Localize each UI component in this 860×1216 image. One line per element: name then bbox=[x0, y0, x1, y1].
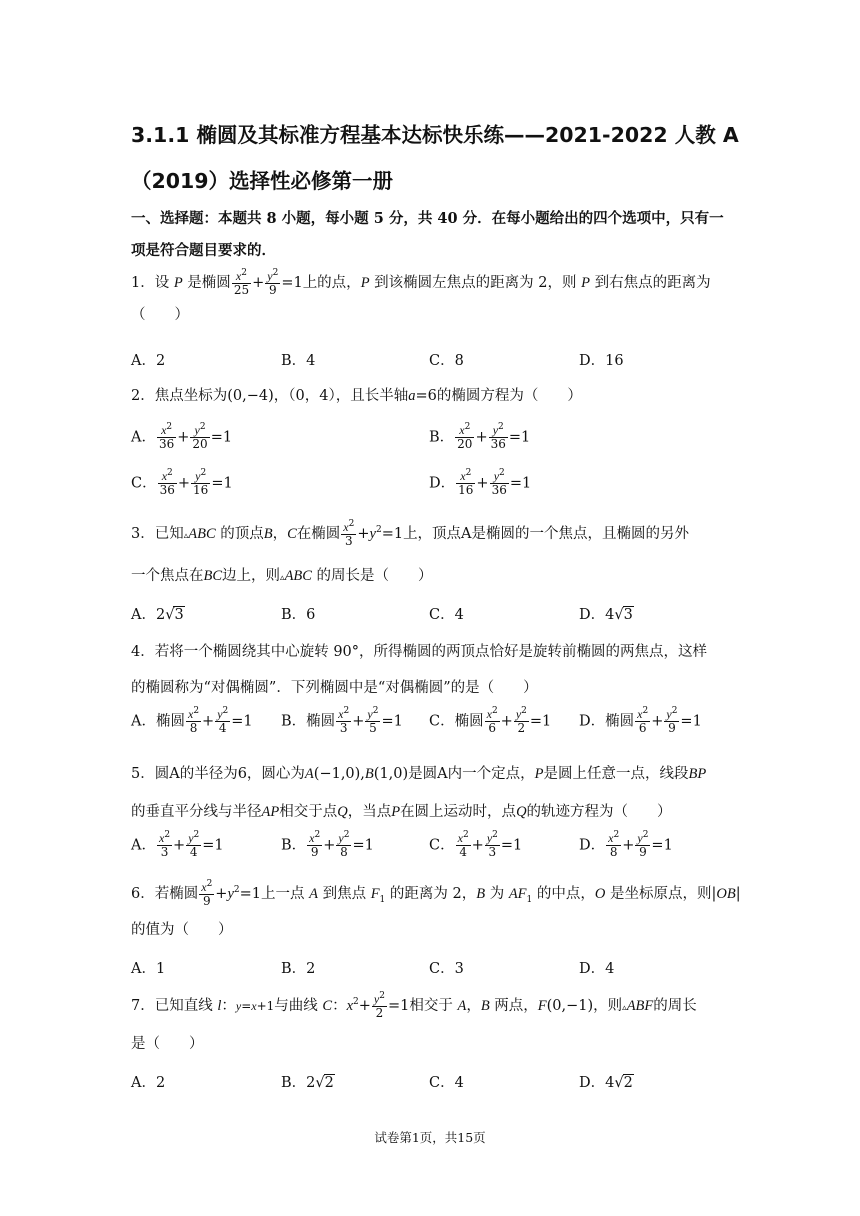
q6-option-d: D．4 bbox=[579, 961, 615, 977]
q3-line-2: 一个焦点在BC边上，则▵ABC 的周长是（ ） bbox=[131, 568, 433, 584]
q7-line-1: 7．已知直线 l：y=x+1与曲线 C：$x^2+$ $\frac{y^2}{2}$ =1相交于 A，B 两点，F(0,−1)，则▵ABF的周长 bbox=[131, 990, 697, 1020]
title-line-2: （2019）选择性必修第一册 bbox=[131, 169, 394, 193]
q4-option-a: A．椭圆 $\frac{x^2}{8}$ + $\frac{y^2}{4}$ =1 bbox=[131, 706, 253, 735]
question-5 bbox=[131, 758, 737, 828]
question-7 bbox=[131, 990, 737, 1060]
q4-option-c: C．椭圆 $\frac{x^2}{6}$ + $\frac{y^2}{2}$ =1 bbox=[429, 706, 552, 735]
q4-option-d: D．椭圆 $\frac{x^2}{6}$ + $\frac{y^2}{9}$ =1 bbox=[579, 706, 702, 735]
q1-option-a: A．2 bbox=[131, 353, 166, 369]
section-line-2: 项是符合题目要求的． bbox=[131, 242, 276, 259]
q3-option-d: D．4√3 bbox=[579, 607, 633, 623]
question-3 bbox=[131, 518, 737, 592]
q6-line-1: 6．若椭圆 $\frac{x^2}{9}$ $+y^2=1$上一点 A 到焦点 $F_1$ 的距离为 2，B 为 $AF_1$ 的中点，O 是坐标原点，则|OB| bbox=[131, 878, 741, 908]
q7-option-a: A．2 bbox=[131, 1075, 166, 1091]
q7-option-b: B．2√2 bbox=[281, 1075, 334, 1091]
q1-option-b: B．4 bbox=[281, 353, 316, 369]
q3-option-c: C．4 bbox=[429, 607, 464, 623]
q6-option-a: A．1 bbox=[131, 961, 166, 977]
q3-option-b: B．6 bbox=[281, 607, 316, 623]
q5-option-c: C． $\frac{x^2}{4}$ + $\frac{y^2}{3}$ =1 bbox=[429, 830, 523, 859]
section-heading bbox=[131, 203, 737, 267]
q7-option-c: C．4 bbox=[429, 1075, 464, 1091]
q4-line-1: 4．若将一个椭圆绕其中心旋转 90°，所得椭圆的两顶点恰好是旋转前椭圆的两焦点，这样 bbox=[131, 644, 708, 660]
q2-option-b: B． $\frac{x^2}{20}$ + $\frac{y^2}{36}$ =1 bbox=[429, 422, 531, 451]
q2-stem: 2．焦点坐标为(0,−4)，（0，4），且长半轴a=6的椭圆方程为（ ） bbox=[131, 388, 582, 404]
title-line-1: 3.1.1 椭圆及其标准方程基本达标快乐练——2021-2022 人教 A bbox=[131, 123, 739, 147]
q6-option-b: B．2 bbox=[281, 961, 316, 977]
q4-line-2: 的椭圆称为“对偶椭圆”．下列椭圆中是“对偶椭圆”的是（ ） bbox=[131, 680, 538, 696]
q2-option-a: A． $\frac{x^2}{36}$ + $\frac{y^2}{20}$ =1 bbox=[131, 422, 233, 451]
q1-bracket: （ ） bbox=[131, 307, 189, 323]
q2-option-c: C． $\frac{x^2}{36}$ + $\frac{y^2}{16}$ =1 bbox=[131, 468, 233, 497]
q3-line-1: 3．已知▵ABC 的顶点B，C在椭圆 $\frac{x^2}{3}$ $+y^2=1$上，顶点A是椭圆的一个焦点，且椭圆的另外 bbox=[131, 518, 690, 548]
q5-option-a: A． $\frac{x^2}{3}$ + $\frac{y^2}{4}$ =1 bbox=[131, 830, 224, 859]
q5-option-d: D． $\frac{x^2}{8}$ + $\frac{y^2}{9}$ =1 bbox=[579, 830, 673, 859]
q2-option-d: D． $\frac{x^2}{16}$ + $\frac{y^2}{36}$ =1 bbox=[429, 468, 532, 497]
q6-line-2: 的值为（ ） bbox=[131, 922, 233, 938]
q1-option-d: D．16 bbox=[579, 353, 624, 369]
section-line-1: 一、选择题：本题共 8 小题，每小题 5 分，共 40 分．在每小题给出的四个选项中，只有一 bbox=[131, 210, 724, 227]
q7-line-2: 是（ ） bbox=[131, 1036, 204, 1052]
q6-option-c: C．3 bbox=[429, 961, 464, 977]
question-1 bbox=[131, 267, 737, 331]
question-6 bbox=[131, 878, 741, 946]
q5-line-2: 的垂直平分线与半径AP相交于点Q，当点P在圆上运动时，点Q的轨迹方程为（ ） bbox=[131, 804, 672, 820]
q1-line-1: 1．设 P 是椭圆 $\frac{x^2}{25}$ + $\frac{y^2}{9}$ =1上的点，P 到该椭圆左焦点的距离为 2，则 P 到右焦点的距离为 bbox=[131, 267, 711, 297]
q1-option-c: C．8 bbox=[429, 353, 464, 369]
q3-option-a: A．2√3 bbox=[131, 607, 184, 623]
q7-option-d: D．4√2 bbox=[579, 1075, 633, 1091]
q5-option-b: B． $\frac{x^2}{9}$ + $\frac{y^2}{8}$ =1 bbox=[281, 830, 374, 859]
document-title bbox=[131, 112, 741, 204]
question-2 bbox=[131, 380, 737, 412]
page-footer: 试卷第1页，共15页 bbox=[374, 1130, 486, 1145]
q4-option-b: B．椭圆 $\frac{x^2}{3}$ + $\frac{y^2}{5}$ =1 bbox=[281, 706, 403, 735]
question-4 bbox=[131, 636, 737, 704]
q5-line-1: 5．圆A的半径为6，圆心为A(−1,0),B(1,0)是圆A内一个定点，P是圆上任意一点，线段BP bbox=[131, 766, 707, 782]
